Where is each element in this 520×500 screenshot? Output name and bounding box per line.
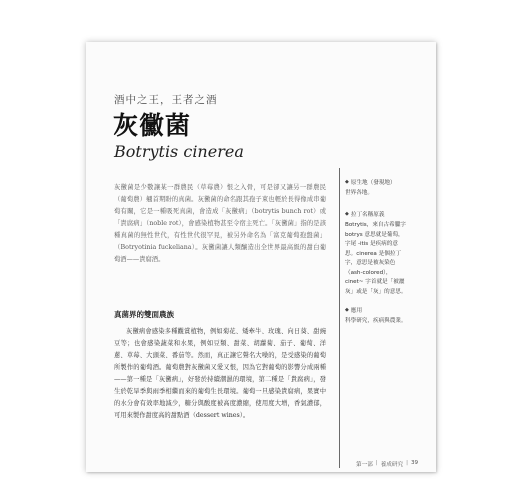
footer-section: 養成研究 [380, 462, 404, 468]
sidebar-latin-heading: 拉丁名稱原義 [350, 212, 385, 218]
diamond-bullet-icon: ◆ [345, 179, 349, 185]
sidebar-origin-body: 世界各地。 [345, 190, 373, 196]
page-footer [356, 460, 418, 468]
page-title: 灰黴菌 [113, 111, 192, 140]
sidebar-origin-heading: 原生地（發現地） [350, 180, 396, 186]
sidebar-origin [345, 178, 407, 199]
section-heading: 真菌界的雙面農族 [114, 310, 174, 319]
footer-separator: | [375, 460, 378, 466]
sidebar-applications [345, 306, 407, 327]
footer-part: 第一部 [356, 462, 373, 468]
sidebar-divider [339, 168, 340, 468]
latin-name: Botrytis cinerea [114, 142, 244, 161]
section-body: 灰黴病會感染多種觀賞植物，例如菊花、矮牽牛、玫瑰、向日葵、甜豌豆等；也會感染蔬菜和水果，例如豆類、甜菜、胡蘿蔔、茄子、葡萄、洋蔥、草莓、大頭菜、番茄等。然而，真正讓它聲名大噪的，是受感染的葡萄所製作的葡萄酒。葡萄農對灰黴菌又愛又恨，因為它對葡萄的影響分成兩種——第一種是「灰黴病」，好發於持續潮濕的環境，第二種是「貴腐病」，發生於乾旱季與雨季相繼而來的葡萄生長環境。葡萄一旦感染貴腐病，果實中的水分會有效率地減少，糖分與酸度被高度濃縮，使用度大增，香氣濃郁，可用來製作甜度高的甜點酒（dessert wines）。 [114, 328, 326, 419]
intro-paragraph: 灰黴菌是少數讓某一群農民（草莓農）恨之入骨，可是卻又讓另一群農民（葡萄農）翹首期盼的真菌。灰黴菌的命名跟其孢子束也輕於長得像成串葡萄有關，它是一種吸死真菌，會造成「灰黴病」（botrytis bunch rot）或「貴腐病」（noble rot），會感染植物甚至令宿主死亡。「灰黴菌」指的是該種真菌的無性世代，有性世代很罕見，被另外命名為「富克葡萄孢盤菌」（Botryotinia fuckeliana）。灰黴菌讓人類釀造出全世界最高級的甜白葡萄酒——貴腐酒。 [114, 184, 326, 263]
page-number: 39 [410, 460, 419, 466]
chapter-subtitle: 酒中之王，王者之酒 [114, 94, 218, 106]
diamond-bullet-icon: ◆ [345, 211, 349, 217]
footer-separator: | [406, 460, 408, 466]
sidebar-latin-body: Botrytis，來自古希臘字 botrys 意思就是葡萄，字尾 -itis 是疾病的意思。cinerea 是個拉丁字，意思是被灰染色（ash-colored），cinet~ 字首就是「被灑灰」或是「灰」的意思。 [345, 222, 407, 295]
sidebar-latin-meaning [345, 210, 407, 297]
sidebar-applications-heading: 應用 [350, 308, 363, 314]
diamond-bullet-icon: ◆ [345, 307, 349, 313]
sidebar-applications-body: 科學研究，疾病與農業。 [345, 318, 407, 324]
